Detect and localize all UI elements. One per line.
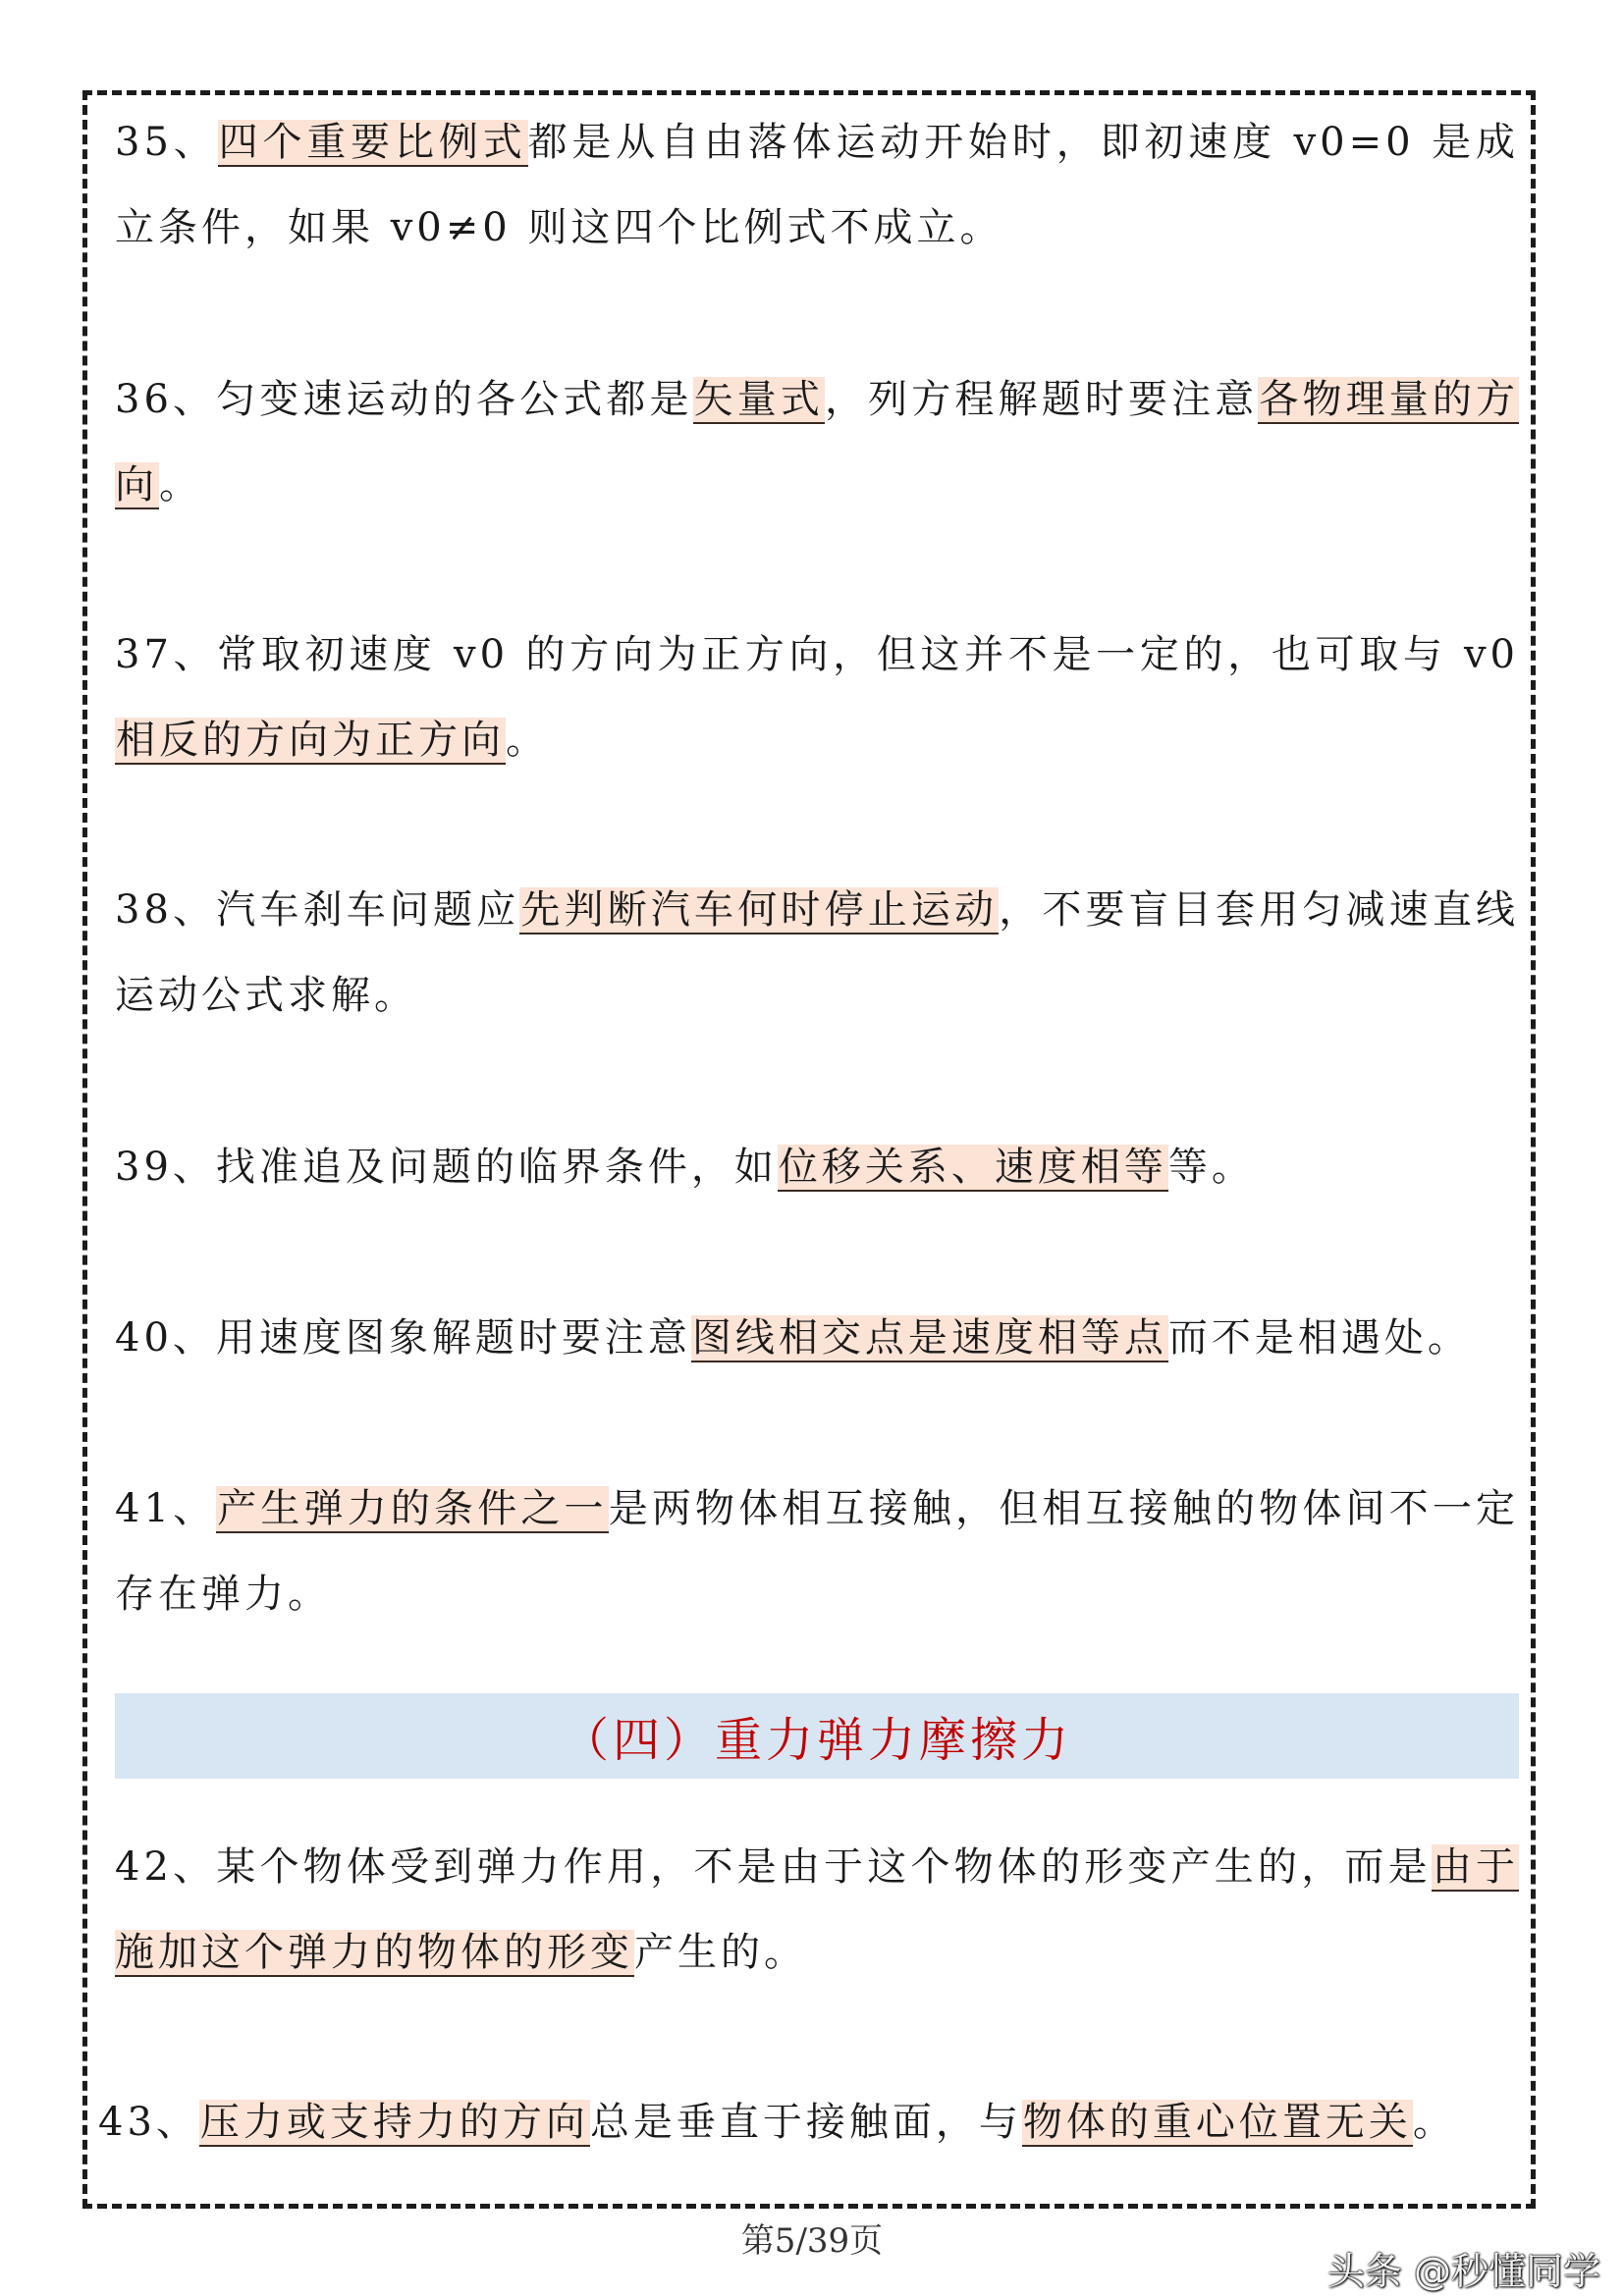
- highlighted-phrase: 图线相交点是速度相等点: [691, 1315, 1167, 1361]
- item-38: [115, 868, 1519, 1039]
- item-text: 39、找准追及问题的临界条件，如: [115, 1145, 778, 1190]
- item-text: 40、用速度图象解题时要注意: [115, 1315, 691, 1361]
- highlighted-phrase: 物体的重心位置无关: [1022, 2100, 1412, 2145]
- item-text: 是两物体相互接触，但相互接触的物体间不一定存在弹力。: [115, 1486, 1520, 1617]
- item-text: 43、: [98, 2100, 199, 2145]
- highlighted-phrase: 相反的方向为正方向: [116, 718, 505, 763]
- item-text: 而不是相遇处。: [1167, 1315, 1471, 1361]
- item-text: 42、某个物体受到弹力作用，不是由于这个物体的形变产生的，而是: [115, 1844, 1432, 1890]
- item-text: 总是垂直于接触面，与: [589, 2100, 1022, 2145]
- item-text: 。: [159, 462, 202, 507]
- item-39: [115, 1125, 1519, 1210]
- item-41: [115, 1467, 1519, 1637]
- highlighted-phrase: 产生弹力的条件之一: [217, 1486, 608, 1531]
- section-title: （四）重力弹力摩擦力: [561, 1713, 1072, 1768]
- highlighted-phrase: 矢量式: [693, 377, 825, 422]
- item-text: 。: [506, 718, 549, 763]
- item-37: [115, 613, 1519, 783]
- item-text: 38、汽车刹车问题应: [115, 887, 520, 933]
- page-number: 第5/39页: [740, 2221, 884, 2261]
- item-text: 。: [1412, 2100, 1456, 2145]
- item-40: [115, 1296, 1519, 1381]
- item-text: 41、: [115, 1486, 217, 1531]
- highlighted-phrase: 压力或支持力的方向: [199, 2100, 589, 2145]
- item-text: ，不要盲目套用匀减速直线运动公式求解。: [115, 887, 1520, 1018]
- item-text: 35、: [115, 120, 218, 165]
- item-text: 等。: [1167, 1145, 1255, 1190]
- highlighted-phrase: 各物理量的方向: [115, 377, 1520, 507]
- highlighted-phrase: 由于施加这个弹力的物体的形变: [115, 1844, 1519, 1975]
- item-text: 36、匀变速运动的各公式都是: [115, 377, 693, 422]
- item-35: [115, 100, 1519, 271]
- item-text: ，列方程解题时要注意: [825, 377, 1259, 422]
- highlighted-phrase: 四个重要比例式: [218, 120, 527, 165]
- highlighted-phrase: 先判断汽车何时停止运动: [520, 887, 999, 933]
- item-text: 产生的。: [634, 1930, 807, 1975]
- highlighted-phrase: 位移关系、速度相等: [778, 1145, 1167, 1190]
- watermark: 头条 @秒懂同学: [1326, 2250, 1600, 2293]
- section-header: [115, 1693, 1519, 1779]
- item-text: 都是从自由落体运动开始时，即初速度 v0=0 是成立条件，如果 v0≠0 则这四个比例式不成立。: [115, 120, 1519, 250]
- item-42: [115, 1825, 1519, 1996]
- item-text: 37、常取初速度 v0 的方向为正方向，但这并不是一定的，也可取与 v0: [115, 632, 1519, 677]
- item-43: [98, 2080, 1532, 2165]
- item-36: [115, 357, 1519, 528]
